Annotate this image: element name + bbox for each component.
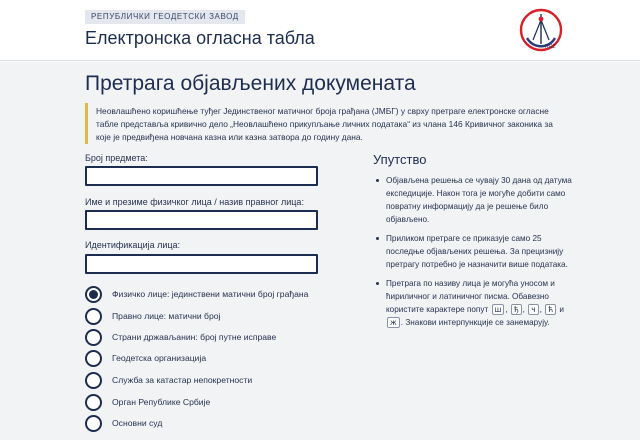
key-ch: ч <box>528 304 538 315</box>
logo-text: RGZ <box>545 44 556 50</box>
radio-label: Страни држављанин: број путне исправе <box>112 332 277 342</box>
name-label: Име и презиме физичког лица / назив правног лица: <box>85 197 304 207</box>
list-item: Објављена решења се чувају 30 дана од датума експедиције. Након тога је могуће добити само повратну информацију да је решење било објављено. <box>373 174 573 226</box>
radio-state-authority[interactable] <box>85 393 210 411</box>
identification-label: Идентификација лица: <box>85 240 181 250</box>
page-title: Претрага објављених докумената <box>85 72 416 95</box>
radio-label: Геодетска организација <box>112 353 207 363</box>
site-title[interactable]: Електронска огласна табла <box>85 28 315 48</box>
radio-button[interactable] <box>85 329 102 346</box>
radio-label: Основни суд <box>112 418 163 428</box>
key-sh: ш <box>492 304 505 315</box>
identification-input[interactable] <box>85 254 318 274</box>
instruction-text: Претрага по називу лица је могућа уносом и ћириличног и латиничног писма. Обавезно користите карактере попут <box>386 279 555 314</box>
radio-cadastre-service[interactable] <box>85 371 252 389</box>
radio-button[interactable] <box>85 415 102 432</box>
radio-label: Физичко лице: јединствени матични број грађана <box>112 289 309 299</box>
radio-button[interactable] <box>85 372 102 389</box>
radio-individual[interactable] <box>85 285 308 303</box>
key-zh: ж <box>387 317 400 328</box>
radio-foreign-citizen[interactable] <box>85 328 276 346</box>
instructions-title: Упутство <box>373 152 427 167</box>
name-input[interactable] <box>85 210 318 230</box>
key-dj: ђ <box>511 304 522 315</box>
radio-button[interactable] <box>85 394 102 411</box>
org-badge: РЕПУБЛИЧКИ ГЕОДЕТСКИ ЗАВОД <box>85 10 245 24</box>
key-tj: ћ <box>545 304 556 315</box>
list-item: Приликом претраге се приказује само 25 последње објављених решења. За прецизнију претрагу потребно је назначити више података. <box>373 232 573 271</box>
radio-button[interactable] <box>85 308 102 325</box>
radio-button[interactable] <box>85 286 102 303</box>
list-item: Претрага по називу лица је могућа уносом и ћириличног и латиничног писма. Обавезно користите карактере попут ш , ђ , ч , ћ и ж . Знакови интерпункције се занемарују. <box>373 277 573 329</box>
legal-warning: Неовлашћено коришћење туђег Јединственог матичног броја грађана (ЈМБГ) у сврху претраге електронске огласне табле представља кривично дело „Неовлашћено прикупљање личних података“ из члана 146 Кривичног законика за које је предвиђена новчана казна или казна затвора до годину дана. <box>85 103 555 144</box>
instruction-text: . Знакови интерпункције се занемарују. <box>400 318 550 327</box>
instruction-text: и <box>559 305 564 314</box>
rgz-logo-icon[interactable] <box>519 8 563 52</box>
radio-button[interactable] <box>85 350 102 367</box>
instructions-list <box>373 174 573 335</box>
case-number-input[interactable] <box>85 166 318 186</box>
case-number-label: Број предмета: <box>85 153 148 163</box>
radio-basic-court[interactable] <box>85 414 162 432</box>
radio-legal-entity[interactable] <box>85 307 220 325</box>
radio-label: Правно лице: матични број <box>112 311 221 321</box>
radio-geodetic-org[interactable] <box>85 349 206 367</box>
radio-label: Служба за катастар непокретности <box>112 375 253 385</box>
radio-label: Орган Републике Србије <box>112 397 211 407</box>
site-header <box>0 0 640 61</box>
